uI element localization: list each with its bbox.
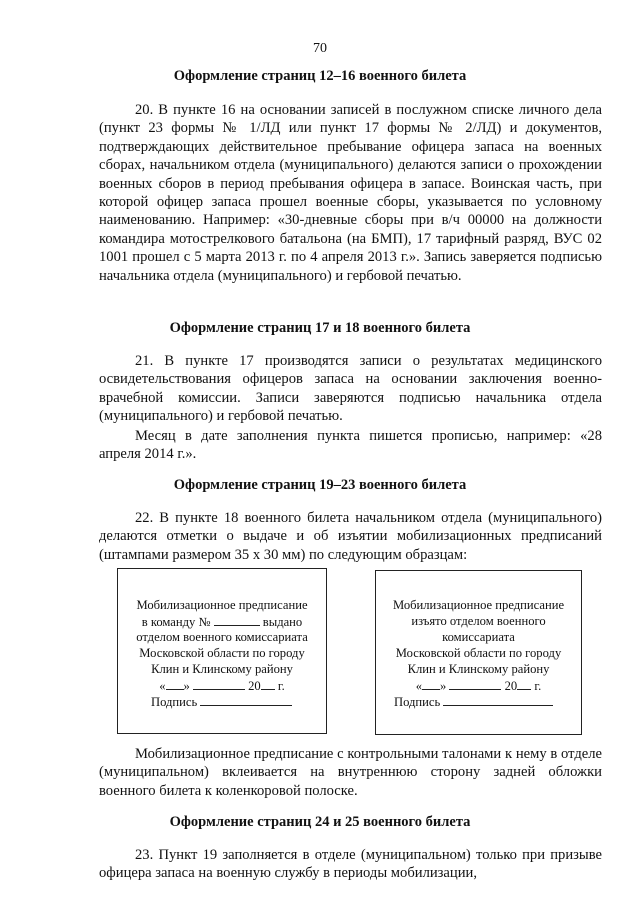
stamp-issued-line-1: Мобилизационное предписание	[136, 598, 308, 612]
stamp-issued-team-label: в команду №	[141, 615, 211, 629]
stamp-withdrawn-line-5: Клин и Клинскому району	[407, 662, 550, 676]
month-blank	[193, 678, 245, 690]
section-heading-pages-12-16: Оформление страниц 12–16 военного билета	[173, 68, 467, 84]
date-open-quote: «	[159, 679, 166, 693]
year-blank	[261, 678, 275, 690]
paragraph-22-attachment-note: Мобилизационное предписание с контрольными талонами к нему в отделе (муниципальном) вклеивается на внутреннюю сторону задней обложки военного билета к коленкоровой полоске.	[99, 746, 602, 799]
year-blank	[517, 678, 531, 690]
stamp-issued-signature-line	[118, 694, 359, 710]
year-prefix: 20	[248, 679, 261, 693]
stamp-issued-line-3: отделом военного комиссариата	[136, 630, 308, 644]
date-close-quote: »	[440, 679, 447, 693]
stamp-issued-sample	[117, 568, 327, 734]
team-number-blank	[214, 614, 260, 626]
date-open-quote: «	[415, 679, 423, 693]
stamp-issued-issued-word: выдано	[262, 615, 303, 629]
paragraph-22: 22. В пункте 18 военного билета начальником отдела (муниципального) делаются отметки о выдаче и об изъятии мобилизационных предписаний (штампами размером 35 х 30 мм) по следующим образцам:	[99, 510, 602, 563]
stamp-withdrawn-sample	[375, 570, 582, 735]
stamp-withdrawn-line-4: Московской области по городу	[395, 646, 562, 660]
signature-blank	[200, 694, 292, 706]
paragraph-20: 20. В пункте 16 на основании записей в послужном списке личного дела (пункт 23 формы № 1/ЛД или пункт 17 формы № 2/ЛД) и документов, подтверждающих действительное пребывание офицера запаса на военных сборах, начальником отдела (муниципального) делаются записи о прохождении военных сборов в период пребывания офицера в запасе. Воинская часть, при которой офицер запаса прошел военные сборы, указывается по условному наименованию. Например: «30-дневные сборы при в/ч 00000 на должности командира мотострелкового батальона (на БМП), 17 тарифный разряд, ВУС 02 1001 прошел с 5 марта 2013 г. по 4 апреля 2013 г.». Запись заверяется подписью начальника отдела (муниципального) и гербовой печатью.	[99, 102, 602, 284]
stamp-issued-date-line	[118, 678, 326, 694]
stamp-withdrawn-signature-line	[376, 694, 599, 710]
stamp-withdrawn-line-3: комиссариата	[442, 630, 515, 644]
stamp-withdrawn-line-2: изъято отделом военного	[411, 614, 546, 628]
section-heading-pages-24-25: Оформление страниц 24 и 25 военного билета	[169, 814, 471, 830]
stamp-issued-line-5: Клин и Клинскому району	[151, 662, 293, 676]
year-suffix: г.	[277, 679, 285, 693]
signature-label: Подпись	[151, 695, 198, 709]
stamp-issued-line-2	[118, 614, 326, 630]
paragraph-23: 23. Пункт 19 заполняется в отделе (муниципальном) только при призыве офицера запаса на военную службу в периоды мобилизации,	[99, 847, 602, 882]
day-blank	[166, 678, 184, 690]
day-blank	[422, 678, 440, 690]
year-prefix: 20	[504, 679, 518, 693]
month-blank	[449, 678, 501, 690]
stamp-withdrawn-line-1: Мобилизационное предписание	[392, 598, 565, 612]
stamp-issued-line-4: Московской области по городу	[139, 646, 305, 660]
year-suffix: г.	[534, 679, 542, 693]
page-number: 70	[313, 41, 327, 56]
signature-blank	[443, 694, 553, 706]
date-close-quote: »	[183, 679, 190, 693]
paragraph-21-month-note: Месяц в дате заполнения пункта пишется прописью, например: «28 апреля 2014 г.».	[99, 428, 602, 463]
stamp-withdrawn-date-line	[376, 678, 581, 694]
section-heading-pages-17-18: Оформление страниц 17 и 18 военного билета	[169, 320, 471, 336]
paragraph-21: 21. В пункте 17 производятся записи о результатах медицинского освидетельствования офицеров запаса на основании заключения военно-врачебной комиссии. Записи заверяются подписью начальника отдела (муниципального) и гербовой печатью.	[99, 353, 602, 425]
signature-label: Подпись	[394, 695, 441, 709]
section-heading-pages-19-23: Оформление страниц 19–23 военного билета	[173, 477, 467, 493]
